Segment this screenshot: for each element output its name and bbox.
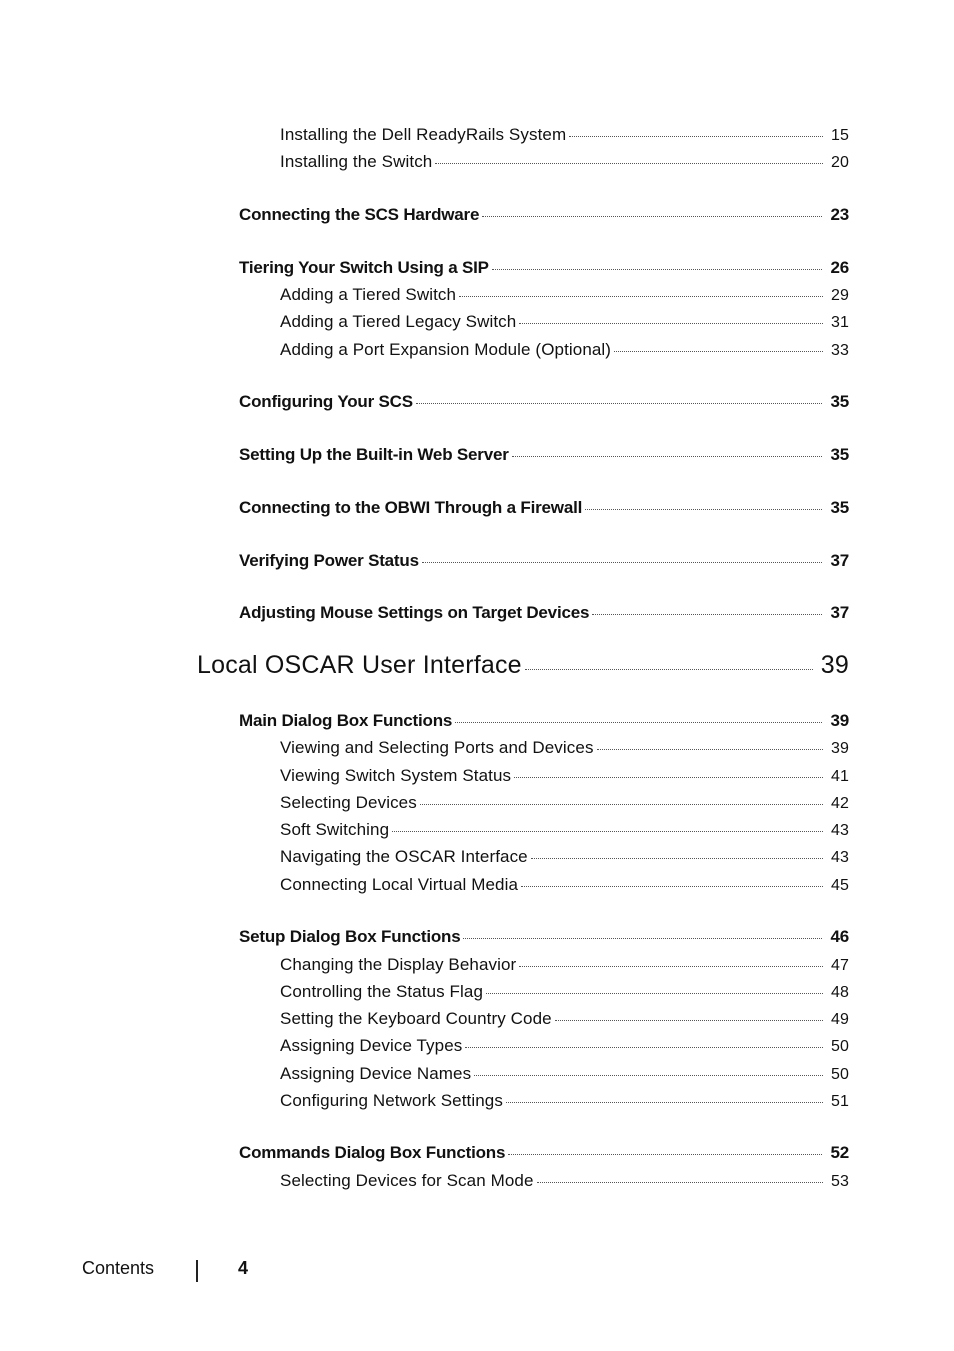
toc-entry-title: Adding a Tiered Switch xyxy=(280,285,457,304)
toc-entry-title: Connecting Local Virtual Media xyxy=(280,875,518,894)
toc-entry-page: 50 xyxy=(831,1038,849,1055)
footer-section-label: Contents xyxy=(82,1258,155,1278)
toc-entry-title: Tiering Your Switch Using a SIP xyxy=(239,258,489,277)
toc-entry[interactable] xyxy=(280,312,849,332)
dot-leader xyxy=(492,269,823,270)
page-footer xyxy=(0,1258,954,1288)
toc-entry-title: Configuring Your SCS xyxy=(239,392,413,411)
dot-leader xyxy=(482,216,822,217)
dot-leader xyxy=(392,831,823,832)
toc-entry[interactable] xyxy=(280,1064,849,1084)
toc-entry[interactable] xyxy=(239,392,849,412)
footer-divider xyxy=(196,1260,198,1282)
dot-leader xyxy=(519,966,823,967)
dot-leader xyxy=(506,1102,823,1103)
toc-entry-page: 15 xyxy=(831,127,849,144)
toc-entry-page: 37 xyxy=(830,603,849,622)
dot-leader xyxy=(514,777,823,778)
dot-leader xyxy=(459,296,823,297)
toc-entry-title: Soft Switching xyxy=(280,820,390,839)
dot-leader xyxy=(592,614,822,615)
toc-entry-page: 50 xyxy=(831,1066,849,1083)
toc-entry-title: Selecting Devices for Scan Mode xyxy=(280,1171,534,1190)
toc-entry[interactable] xyxy=(280,152,849,172)
toc-entry-title: Changing the Display Behavior xyxy=(280,955,517,974)
dot-leader xyxy=(555,1020,823,1021)
toc-entry[interactable] xyxy=(280,125,849,145)
toc-entry-page: 52 xyxy=(830,1143,849,1162)
toc-entry[interactable] xyxy=(280,1009,849,1029)
dot-leader xyxy=(508,1154,822,1155)
toc-entry[interactable] xyxy=(280,793,849,813)
dot-leader xyxy=(416,403,823,404)
toc-entry[interactable] xyxy=(280,875,849,895)
toc-entry-page: 39 xyxy=(820,651,849,679)
dot-leader xyxy=(597,749,823,750)
dot-leader xyxy=(614,351,823,352)
dot-leader xyxy=(455,722,822,723)
toc-entry-title: Configuring Network Settings xyxy=(280,1091,503,1110)
toc-entry[interactable] xyxy=(239,445,849,465)
toc-entry-page: 49 xyxy=(831,1011,849,1028)
toc-entry[interactable] xyxy=(239,498,849,518)
toc-entry-title: Local OSCAR User Interface xyxy=(197,651,522,679)
dot-leader xyxy=(521,886,823,887)
toc-entry-page: 33 xyxy=(831,342,849,359)
toc-entry[interactable] xyxy=(280,982,849,1002)
footer-page-number: 4 xyxy=(238,1258,249,1278)
toc-entry[interactable] xyxy=(280,1036,849,1056)
toc-entry-page: 53 xyxy=(831,1173,849,1190)
toc-entry-title: Adjusting Mouse Settings on Target Devices xyxy=(239,603,590,622)
toc-entry-title: Connecting to the OBWI Through a Firewall xyxy=(239,498,583,517)
toc-entry-page: 35 xyxy=(830,445,849,464)
toc-entry-page: 46 xyxy=(830,927,849,946)
toc-entry[interactable] xyxy=(239,927,849,947)
dot-leader xyxy=(435,163,823,164)
toc-entry-page: 23 xyxy=(830,205,849,224)
toc-entry-title: Viewing and Selecting Ports and Devices xyxy=(280,738,594,757)
toc-entry-title: Navigating the OSCAR Interface xyxy=(280,847,528,866)
dot-leader xyxy=(422,562,823,563)
toc-entry-page: 35 xyxy=(830,498,849,517)
dot-leader xyxy=(512,456,823,457)
toc-entry[interactable] xyxy=(239,258,849,278)
toc-entry-page: 31 xyxy=(831,314,849,331)
toc-entry-page: 37 xyxy=(830,551,849,570)
toc-entry-title: Selecting Devices xyxy=(280,793,417,812)
dot-leader xyxy=(569,136,823,137)
toc-entry-title: Setting the Keyboard Country Code xyxy=(280,1009,552,1028)
toc-entry-page: 39 xyxy=(831,740,849,757)
toc-entry[interactable] xyxy=(239,603,849,623)
toc-entry[interactable] xyxy=(239,711,849,731)
toc-entry-title: Main Dialog Box Functions xyxy=(239,711,453,730)
toc-entry-page: 51 xyxy=(831,1093,849,1110)
toc-entry-title: Adding a Tiered Legacy Switch xyxy=(280,312,517,331)
toc-entry-page: 45 xyxy=(831,877,849,894)
toc-entry-title: Controlling the Status Flag xyxy=(280,982,484,1001)
toc-entry[interactable] xyxy=(280,820,849,840)
toc-entry[interactable] xyxy=(239,551,849,571)
toc-entry[interactable] xyxy=(280,955,849,975)
toc-entry-page: 20 xyxy=(831,154,849,171)
toc-entry-page: 35 xyxy=(830,392,849,411)
toc-entry-page: 39 xyxy=(830,711,849,730)
toc-entry-title: Connecting the SCS Hardware xyxy=(239,205,480,224)
toc-entry[interactable] xyxy=(280,1091,849,1111)
toc-entry-page: 42 xyxy=(831,795,849,812)
toc-entry-page: 29 xyxy=(831,287,849,304)
toc-entry-page: 48 xyxy=(831,984,849,1001)
toc-entry[interactable] xyxy=(280,285,849,305)
dot-leader xyxy=(420,804,823,805)
dot-leader xyxy=(531,858,823,859)
toc-entry-page: 47 xyxy=(831,957,849,974)
toc-entry-title: Setting Up the Built-in Web Server xyxy=(239,445,509,464)
toc-entry-page: 26 xyxy=(830,258,849,277)
toc-entry[interactable] xyxy=(280,1171,849,1191)
toc-entry[interactable] xyxy=(280,847,849,867)
dot-leader xyxy=(474,1075,823,1076)
toc-entry-title: Verifying Power Status xyxy=(239,551,419,570)
toc-entry[interactable] xyxy=(280,738,849,758)
toc-entry-title: Assigning Device Types xyxy=(280,1036,463,1055)
toc-entry[interactable] xyxy=(239,205,849,225)
dot-leader xyxy=(463,938,822,939)
toc-entry-title: Adding a Port Expansion Module (Optional) xyxy=(280,340,612,359)
toc-entry[interactable] xyxy=(280,766,849,786)
toc-entry-title: Installing the Dell ReadyRails System xyxy=(280,125,567,144)
toc-entry-page: 43 xyxy=(831,849,849,866)
toc-entry-page: 41 xyxy=(831,768,849,785)
toc-entry[interactable] xyxy=(239,1143,849,1163)
toc-entry-title: Viewing Switch System Status xyxy=(280,766,512,785)
toc-entry[interactable] xyxy=(280,340,849,360)
dot-leader xyxy=(525,669,813,670)
toc-entry-page: 43 xyxy=(831,822,849,839)
toc-entry-title: Setup Dialog Box Functions xyxy=(239,927,461,946)
toc-entry-title: Installing the Switch xyxy=(280,152,433,171)
dot-leader xyxy=(465,1047,823,1048)
dot-leader xyxy=(537,1182,823,1183)
dot-leader xyxy=(486,993,823,994)
toc-chapter-entry[interactable] xyxy=(197,651,849,680)
toc-entry-title: Commands Dialog Box Functions xyxy=(239,1143,506,1162)
toc-entry-title: Assigning Device Names xyxy=(280,1064,472,1083)
dot-leader xyxy=(519,323,823,324)
dot-leader xyxy=(585,509,822,510)
